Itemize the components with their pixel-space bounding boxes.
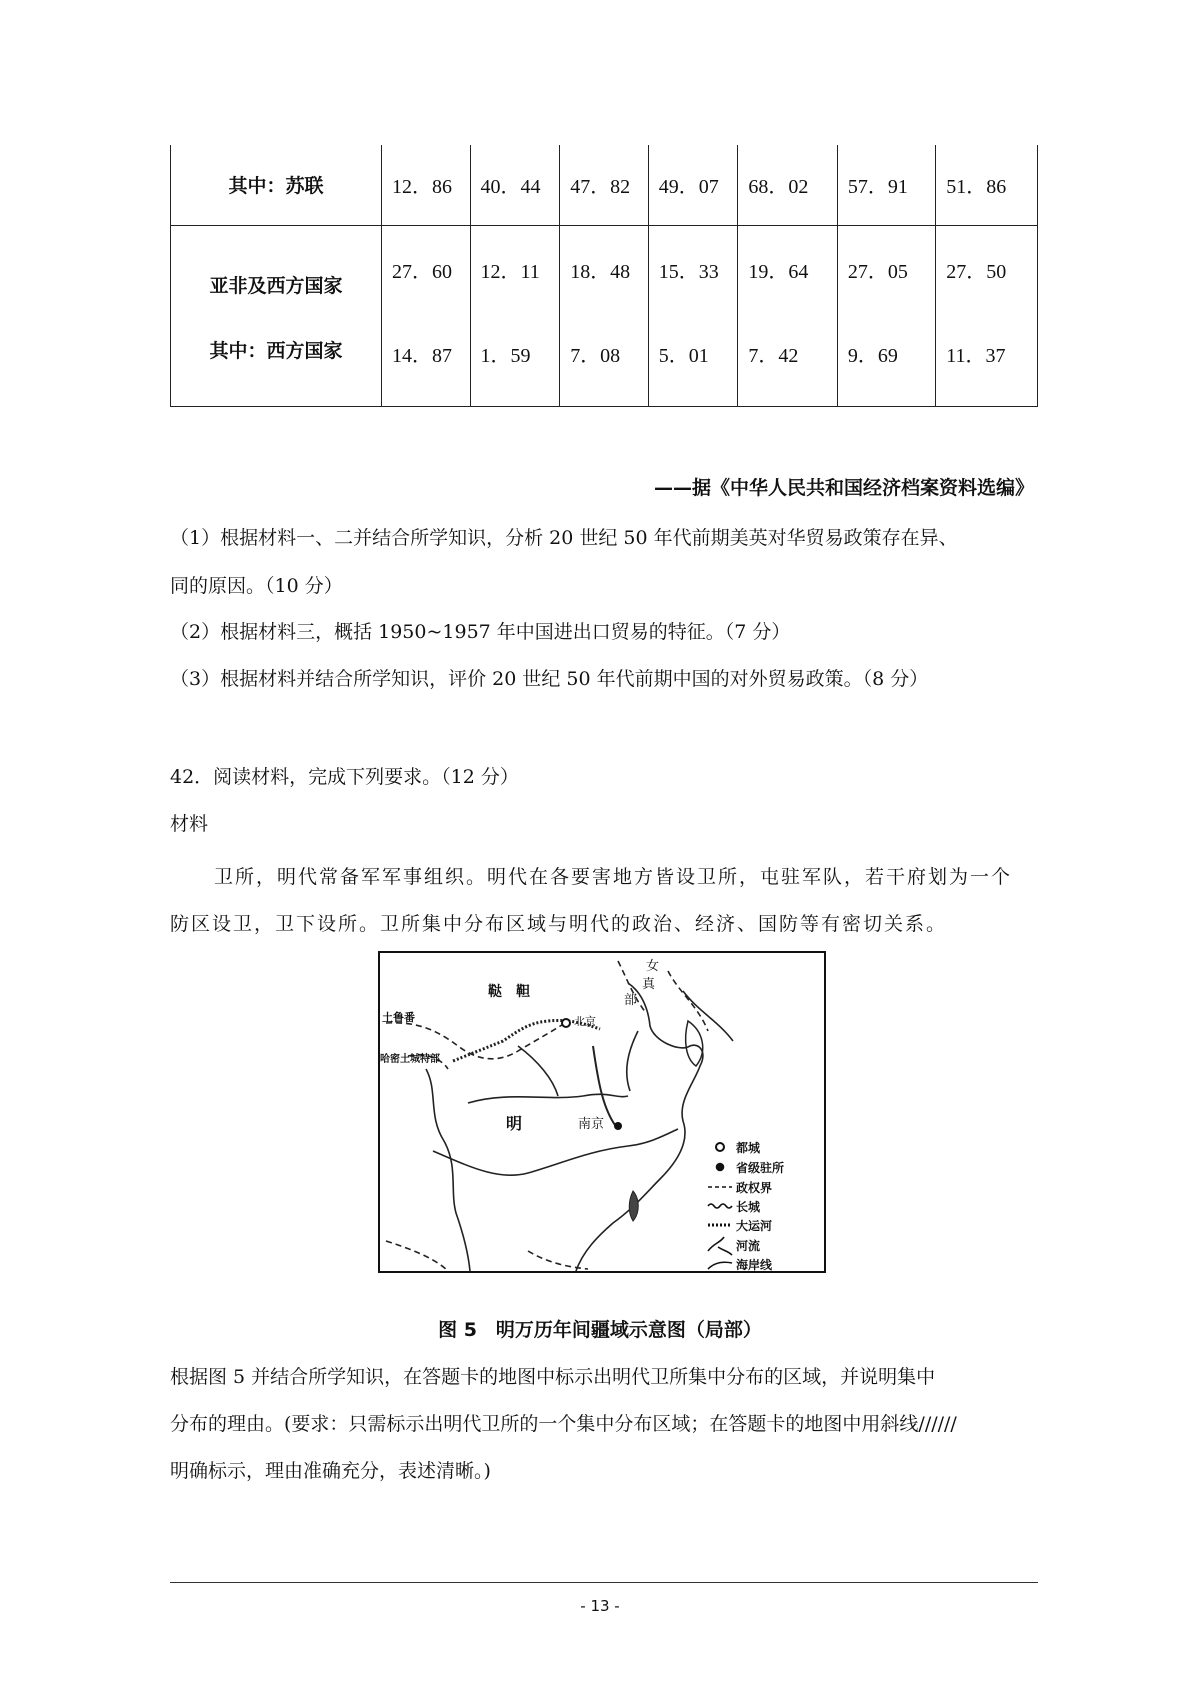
row-label: 亚非及西方国家 bbox=[209, 274, 343, 297]
map-label-tatar: 鞑 靼 bbox=[488, 984, 530, 1000]
table-cell bbox=[382, 225, 471, 406]
map-label-nuzhen: 部 bbox=[624, 993, 638, 1008]
provincial-seat-marker bbox=[614, 1122, 622, 1130]
legend-label: 省级驻所 bbox=[736, 1161, 785, 1175]
value: 27．60 bbox=[392, 261, 452, 283]
table-cell bbox=[738, 225, 837, 406]
page-number: - 13 - bbox=[580, 1597, 620, 1615]
table-cell bbox=[648, 225, 738, 406]
table-cell: 68．02 bbox=[738, 145, 837, 225]
table-cell bbox=[560, 225, 649, 406]
legend-label: 政权界 bbox=[736, 1181, 773, 1195]
question-42-title: 42．阅读材料，完成下列要求。（12 分） bbox=[170, 766, 519, 788]
value: 18．48 bbox=[570, 261, 631, 283]
map-label-nanjing: 南京 bbox=[578, 1117, 605, 1132]
value: 12．11 bbox=[480, 261, 540, 283]
legend-label: 长城 bbox=[736, 1200, 761, 1214]
question-2: （2）根据材料三，概括 1950~1957 年中国进出口贸易的特征。（7 分） bbox=[170, 621, 791, 643]
value: 9．69 bbox=[847, 345, 898, 367]
map-label-tulufan: 土鲁番 bbox=[382, 1011, 415, 1024]
value: 27．05 bbox=[847, 261, 908, 283]
map-label-ming: 明 bbox=[506, 1114, 523, 1133]
value: 1．59 bbox=[480, 345, 531, 367]
legend-label: 河流 bbox=[736, 1239, 761, 1253]
row-label-group bbox=[171, 225, 382, 406]
table-row bbox=[171, 225, 1038, 406]
value: 7．42 bbox=[748, 345, 799, 367]
material-line-2: 防区设卫，卫下设所。卫所集中分布区域与明代的政治、经济、国防等有密切关系。 bbox=[170, 913, 948, 935]
value: 14．87 bbox=[392, 345, 452, 367]
table-cell bbox=[936, 225, 1038, 406]
task-line-1: 根据图 5 并结合所学知识，在答题卡的地图中标示出明代卫所集中分布的区域，并说明集中 bbox=[170, 1366, 936, 1388]
legend-label: 都城 bbox=[736, 1141, 761, 1155]
value: 15．33 bbox=[658, 261, 719, 283]
map-label-hami: 哈密土城特部 bbox=[380, 1054, 440, 1065]
table-cell: 49．07 bbox=[648, 145, 738, 225]
table-cell bbox=[470, 225, 560, 406]
source-citation: ——据《中华人民共和国经济档案资料选编》 bbox=[653, 477, 1034, 499]
capital-marker bbox=[562, 1019, 570, 1027]
row-label: 其中：西方国家 bbox=[209, 339, 343, 362]
material-line-1: 卫所，明代常备军军事组织。明代在各要害地方皆设卫所，屯驻军队，若干府划为一个 bbox=[214, 866, 1013, 888]
value: 19．64 bbox=[748, 261, 809, 283]
table-cell bbox=[837, 225, 935, 406]
question-3: （3）根据材料并结合所学知识，评价 20 世纪 50 年代前期中国的对外贸易政策。（8 分） bbox=[170, 668, 929, 690]
question-1-line-1: （1）根据材料一、二并结合所学知识，分析 20 世纪 50 年代前期美英对华贸易政策存在异、 bbox=[170, 527, 958, 549]
row-label: 其中：苏联 bbox=[171, 145, 382, 225]
table-cell: 51．86 bbox=[936, 145, 1038, 225]
value: 27．50 bbox=[946, 261, 1007, 283]
table-cell: 12．86 bbox=[382, 145, 471, 225]
figure-caption: 图 5 明万历年间疆域示意图（局部） bbox=[438, 1319, 762, 1341]
task-line-2: 分布的理由。(要求：只需标示出明代卫所的一个集中分布区域；在答题卡的地图中用斜线////// bbox=[170, 1413, 957, 1435]
value: 7．08 bbox=[570, 345, 621, 367]
map-label-nuzhen: 女 bbox=[646, 959, 660, 974]
material-label: 材料 bbox=[170, 813, 209, 835]
legend-label: 海岸线 bbox=[736, 1258, 773, 1272]
map-label-nuzhen: 真 bbox=[642, 977, 656, 992]
value: 11．37 bbox=[946, 345, 1006, 367]
trade-table bbox=[170, 145, 1038, 407]
map-label-beijing: 北京 bbox=[574, 1015, 596, 1028]
value: 5．01 bbox=[658, 345, 709, 367]
ming-territory-map bbox=[378, 951, 826, 1273]
table-row bbox=[171, 145, 1038, 225]
task-line-3: 明确标示，理由准确充分，表述清晰。) bbox=[170, 1460, 491, 1482]
table-cell: 57．91 bbox=[837, 145, 935, 225]
question-1-line-2: 同的原因。（10 分） bbox=[170, 575, 343, 597]
footer-rule bbox=[170, 1582, 1038, 1583]
legend-label: 大运河 bbox=[736, 1219, 773, 1233]
table-cell: 47．82 bbox=[560, 145, 649, 225]
table-cell: 40．44 bbox=[470, 145, 560, 225]
